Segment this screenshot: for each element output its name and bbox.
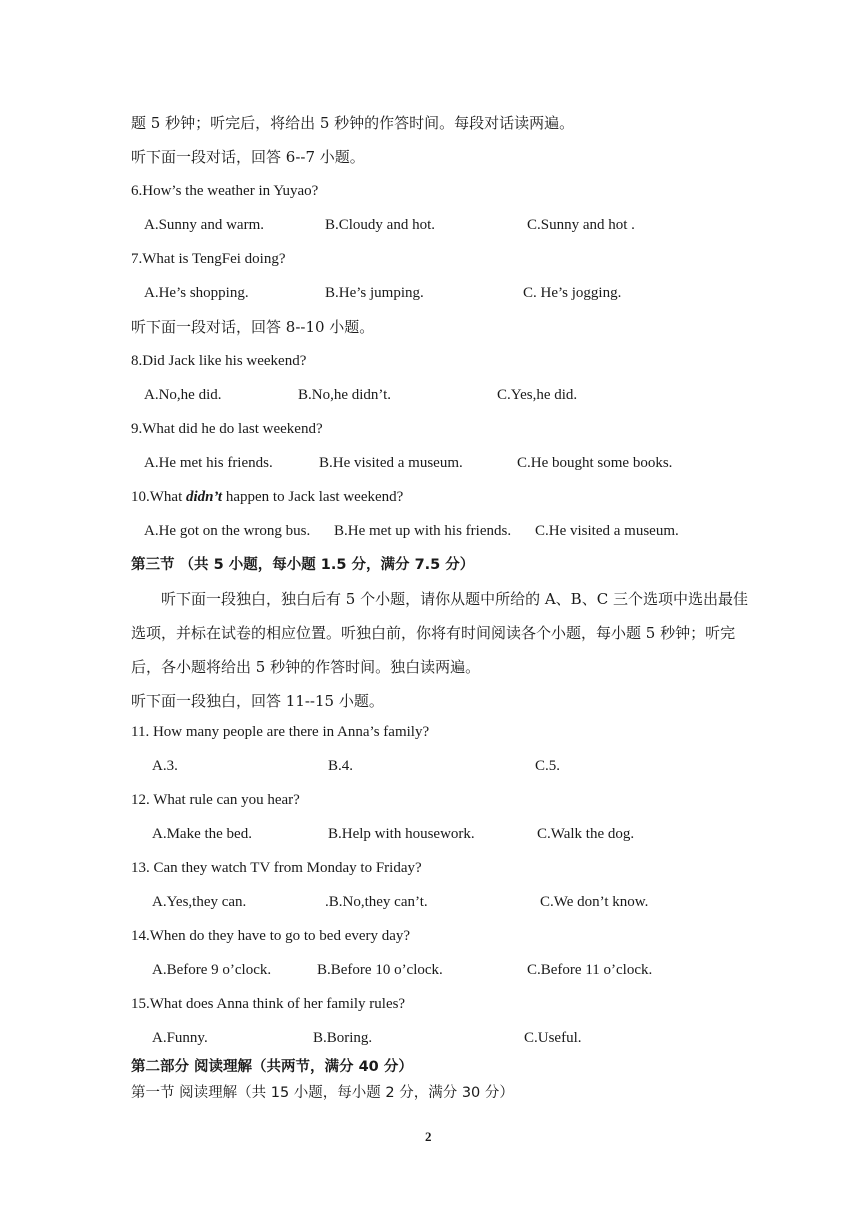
question-stem: 13. Can they watch TV from Monday to Friday? xyxy=(131,860,422,876)
option-c: C.Useful. xyxy=(524,1030,582,1046)
listen-prompt-text: 听下面一段独白，回答 11--15 小题。 xyxy=(131,692,384,710)
listen-prompt-8-10 xyxy=(0,315,860,339)
option-b: B.No,he didn’t. xyxy=(298,387,392,403)
stem-part: 10.What xyxy=(131,489,186,505)
question-9 xyxy=(0,417,860,441)
part-2-section-1 xyxy=(0,1081,860,1105)
option-b: B.4. xyxy=(328,758,354,774)
option-c: C.Walk the dog. xyxy=(537,826,635,842)
question-8 xyxy=(0,349,860,373)
listen-prompt-11-15 xyxy=(0,689,860,713)
question-stem: 11. How many people are there in Anna’s family? xyxy=(131,724,430,740)
section-3-instruction-3 xyxy=(0,655,860,679)
option-b: B.Before 10 o’clock. xyxy=(317,962,443,978)
question-6 xyxy=(0,179,860,203)
option-a: A.Make the bed. xyxy=(152,826,252,842)
section-3-instruction-2 xyxy=(0,621,860,645)
question-15-options xyxy=(0,1026,860,1050)
option-b: B.Cloudy and hot. xyxy=(325,217,436,233)
listen-prompt-text: 听下面一段对话，回答 8--10 小题。 xyxy=(131,318,375,336)
option-b: B.He met up with his friends. xyxy=(334,523,512,539)
option-a: A.Sunny and warm. xyxy=(144,217,264,233)
question-stem: 7.What is TengFei doing? xyxy=(131,251,286,267)
section-heading-text: 第一节 阅读理解（共 15 小题，每小题 2 分，满分 30 分） xyxy=(131,1085,514,1101)
stem-emphasis: didn’t xyxy=(185,489,223,505)
option-a: A.He’s shopping. xyxy=(144,285,249,301)
listen-prompt-text: 听下面一段对话，回答 6--7 小题。 xyxy=(131,148,365,166)
part-heading-text: 第二部分 阅读理解（共两节，满分 40 分） xyxy=(131,1059,413,1075)
instruction-text: 题 5 秒钟；听完后，将给出 5 秒钟的作答时间。每段对话读两遍。 xyxy=(131,114,575,132)
question-14 xyxy=(0,924,860,948)
page-number-line xyxy=(0,1125,860,1149)
option-a: A.He met his friends. xyxy=(144,455,273,471)
option-c: C.Before 11 o’clock. xyxy=(527,962,653,978)
question-7-options xyxy=(0,281,860,305)
instruction-line xyxy=(0,111,860,135)
question-8-options xyxy=(0,383,860,407)
option-c: C.He bought some books. xyxy=(517,455,673,471)
question-stem: 8.Did Jack like his weekend? xyxy=(131,353,307,369)
instruction-text: 后，各小题将给出 5 秒钟的作答时间。独白读两遍。 xyxy=(131,658,481,676)
question-stem: 15.What does Anna think of her family rules? xyxy=(131,996,406,1012)
part-2-heading xyxy=(0,1055,860,1079)
option-b: B.Boring. xyxy=(313,1030,373,1046)
listen-prompt-6-7 xyxy=(0,145,860,169)
stem-part: happen to Jack last weekend? xyxy=(222,489,404,505)
page-number: 2 xyxy=(425,1129,432,1144)
question-10-options xyxy=(0,519,860,543)
option-a: A.Yes,they can. xyxy=(152,894,247,910)
question-13 xyxy=(0,856,860,880)
option-c: C.Sunny and hot . xyxy=(527,217,635,233)
question-stem: 14.When do they have to go to bed every day? xyxy=(131,928,411,944)
question-7 xyxy=(0,247,860,271)
option-a: A.Funny. xyxy=(152,1030,208,1046)
option-a: A.He got on the wrong bus. xyxy=(144,523,311,539)
option-a: A.3. xyxy=(152,758,178,774)
question-10 xyxy=(0,485,860,509)
question-11-options xyxy=(0,754,860,778)
option-a: A.No,he did. xyxy=(144,387,222,403)
question-stem: 9.What did he do last weekend? xyxy=(131,421,323,437)
instruction-text: 听下面一段独白，独白后有 5 个小题，请你从题中所给的 A、B、C 三个选项中选出最佳 xyxy=(161,590,748,608)
option-c: C.We don’t know. xyxy=(540,894,649,910)
question-15 xyxy=(0,992,860,1016)
question-6-options xyxy=(0,213,860,237)
option-c: C. He’s jogging. xyxy=(523,285,622,301)
option-b: B.He’s jumping. xyxy=(325,285,424,301)
section-heading-text: 第三节 （共 5 小题，每小题 1.5 分，满分 7.5 分） xyxy=(131,557,475,573)
question-9-options xyxy=(0,451,860,475)
question-stem xyxy=(131,485,403,509)
instruction-text: 选项，并标在试卷的相应位置。听独白前，你将有时间阅读各个小题，每小题 5 秒钟；听完 xyxy=(131,624,736,642)
question-stem: 12. What rule can you hear? xyxy=(131,792,300,808)
question-11 xyxy=(0,720,860,744)
question-12 xyxy=(0,788,860,812)
option-c: C.5. xyxy=(535,758,561,774)
option-b: B.He visited a museum. xyxy=(319,455,463,471)
option-c: C.Yes,he did. xyxy=(497,387,578,403)
question-12-options xyxy=(0,822,860,846)
section-3-heading xyxy=(0,553,860,577)
option-b: .B.No,they can’t. xyxy=(325,894,428,910)
section-3-instruction-1 xyxy=(0,587,860,611)
option-a: A.Before 9 o’clock. xyxy=(152,962,272,978)
question-stem: 6.How’s the weather in Yuyao? xyxy=(131,183,319,199)
option-b: B.Help with housework. xyxy=(328,826,475,842)
question-14-options xyxy=(0,958,860,982)
option-c: C.He visited a museum. xyxy=(535,523,679,539)
question-13-options xyxy=(0,890,860,914)
